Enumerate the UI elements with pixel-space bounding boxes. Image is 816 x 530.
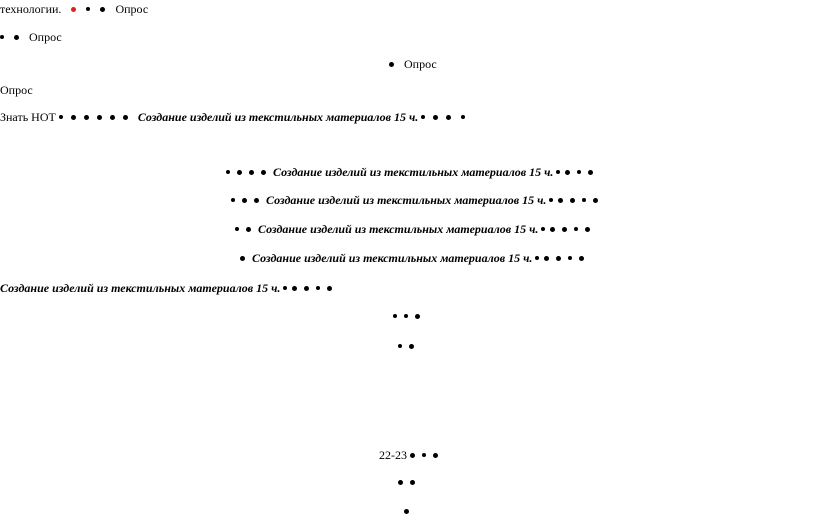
year-text: 22-23 (379, 448, 407, 462)
course-title: Создание изделий из текстильных материалов 15 ч. (252, 251, 533, 265)
bullet-icon (461, 115, 465, 119)
bullet-icon (579, 256, 584, 261)
bullet-icon (593, 198, 598, 203)
know-not-text: Знать НОТ (0, 110, 56, 124)
bullet-icon (433, 453, 438, 458)
line-6 (226, 165, 593, 179)
bullet-icon (415, 314, 420, 319)
bullet-icon (568, 256, 572, 260)
course-title: Создание изделий из текстильных материалов 15 ч. (137, 110, 419, 124)
line-1 (0, 2, 148, 16)
bullet-icon (556, 256, 561, 261)
bullet-icon (565, 170, 570, 175)
course-title: Создание изделий из текстильных материалов 15 ч. (0, 281, 281, 295)
bullet-icon (237, 170, 242, 175)
bullet-icon (582, 198, 586, 202)
bullet-icon (562, 227, 567, 232)
bullet-icon (549, 198, 553, 202)
line-11 (393, 309, 420, 323)
bullet-icon (84, 115, 89, 120)
red-bullet-icon (71, 7, 76, 12)
bullet-icon (577, 170, 581, 174)
bullet-icon (585, 227, 590, 232)
bullet-icon (71, 115, 76, 120)
bullet-icon (389, 62, 394, 67)
bullet-icon (0, 35, 4, 39)
line-13 (379, 448, 438, 462)
bullet-icon (398, 344, 402, 348)
bullet-icon (421, 115, 425, 119)
bullet-icon (123, 115, 128, 120)
survey-label: Опрос (0, 83, 33, 97)
bullet-icon (556, 170, 560, 174)
bullet-icon (422, 453, 426, 457)
bullet-icon (404, 314, 408, 318)
bullet-icon (409, 344, 414, 349)
bullet-icon (327, 286, 332, 291)
bullet-icon (86, 7, 90, 11)
line-8 (235, 222, 590, 236)
bullet-icon (110, 115, 115, 120)
bullet-icon (100, 7, 105, 12)
bullet-icon (433, 115, 438, 120)
text-technologies: технологии. (0, 2, 62, 16)
bullet-icon (254, 198, 259, 203)
bullet-icon (316, 286, 320, 290)
bullet-icon (231, 198, 235, 202)
course-title: Создание изделий из текстильных материалов 15 ч. (266, 193, 547, 207)
bullet-icon (14, 35, 19, 40)
line-2 (0, 30, 62, 44)
bullet-icon (240, 256, 245, 261)
bullet-icon (292, 286, 297, 291)
bullet-icon (404, 509, 409, 514)
bullet-icon (574, 227, 578, 231)
course-title: Создание изделий из текстильных материалов 15 ч. (273, 165, 554, 179)
line-12 (398, 339, 414, 353)
bullet-icon (393, 314, 397, 318)
bullet-icon (544, 256, 549, 261)
bullet-icon (242, 198, 247, 203)
survey-label: Опрос (404, 57, 437, 71)
bullet-icon (398, 480, 403, 485)
bullet-icon (410, 480, 415, 485)
bullet-icon (261, 170, 266, 175)
bullet-icon (541, 227, 545, 231)
line-10 (0, 281, 332, 295)
line-4 (0, 83, 33, 97)
survey-label: Опрос (29, 30, 62, 44)
line-7 (231, 193, 598, 207)
line-9 (240, 251, 584, 265)
bullet-icon (97, 115, 102, 120)
line-3 (389, 57, 437, 71)
survey-label: Опрос (115, 2, 149, 16)
bullet-icon (246, 227, 251, 232)
bullet-icon (283, 286, 287, 290)
course-title: Создание изделий из текстильных материалов 15 ч. (258, 222, 539, 236)
bullet-icon (550, 227, 555, 232)
bullet-icon (59, 115, 63, 119)
bullet-icon (535, 256, 539, 260)
bullet-icon (446, 115, 451, 120)
bullet-icon (226, 170, 230, 174)
bullet-icon (249, 170, 254, 175)
line-14 (398, 475, 415, 489)
bullet-icon (558, 198, 563, 203)
bullet-icon (304, 286, 309, 291)
bullet-icon (570, 198, 575, 203)
bullet-icon (588, 170, 593, 175)
line-15 (404, 504, 409, 518)
line-5 (0, 110, 465, 124)
bullet-icon (410, 453, 415, 458)
bullet-icon (235, 227, 239, 231)
